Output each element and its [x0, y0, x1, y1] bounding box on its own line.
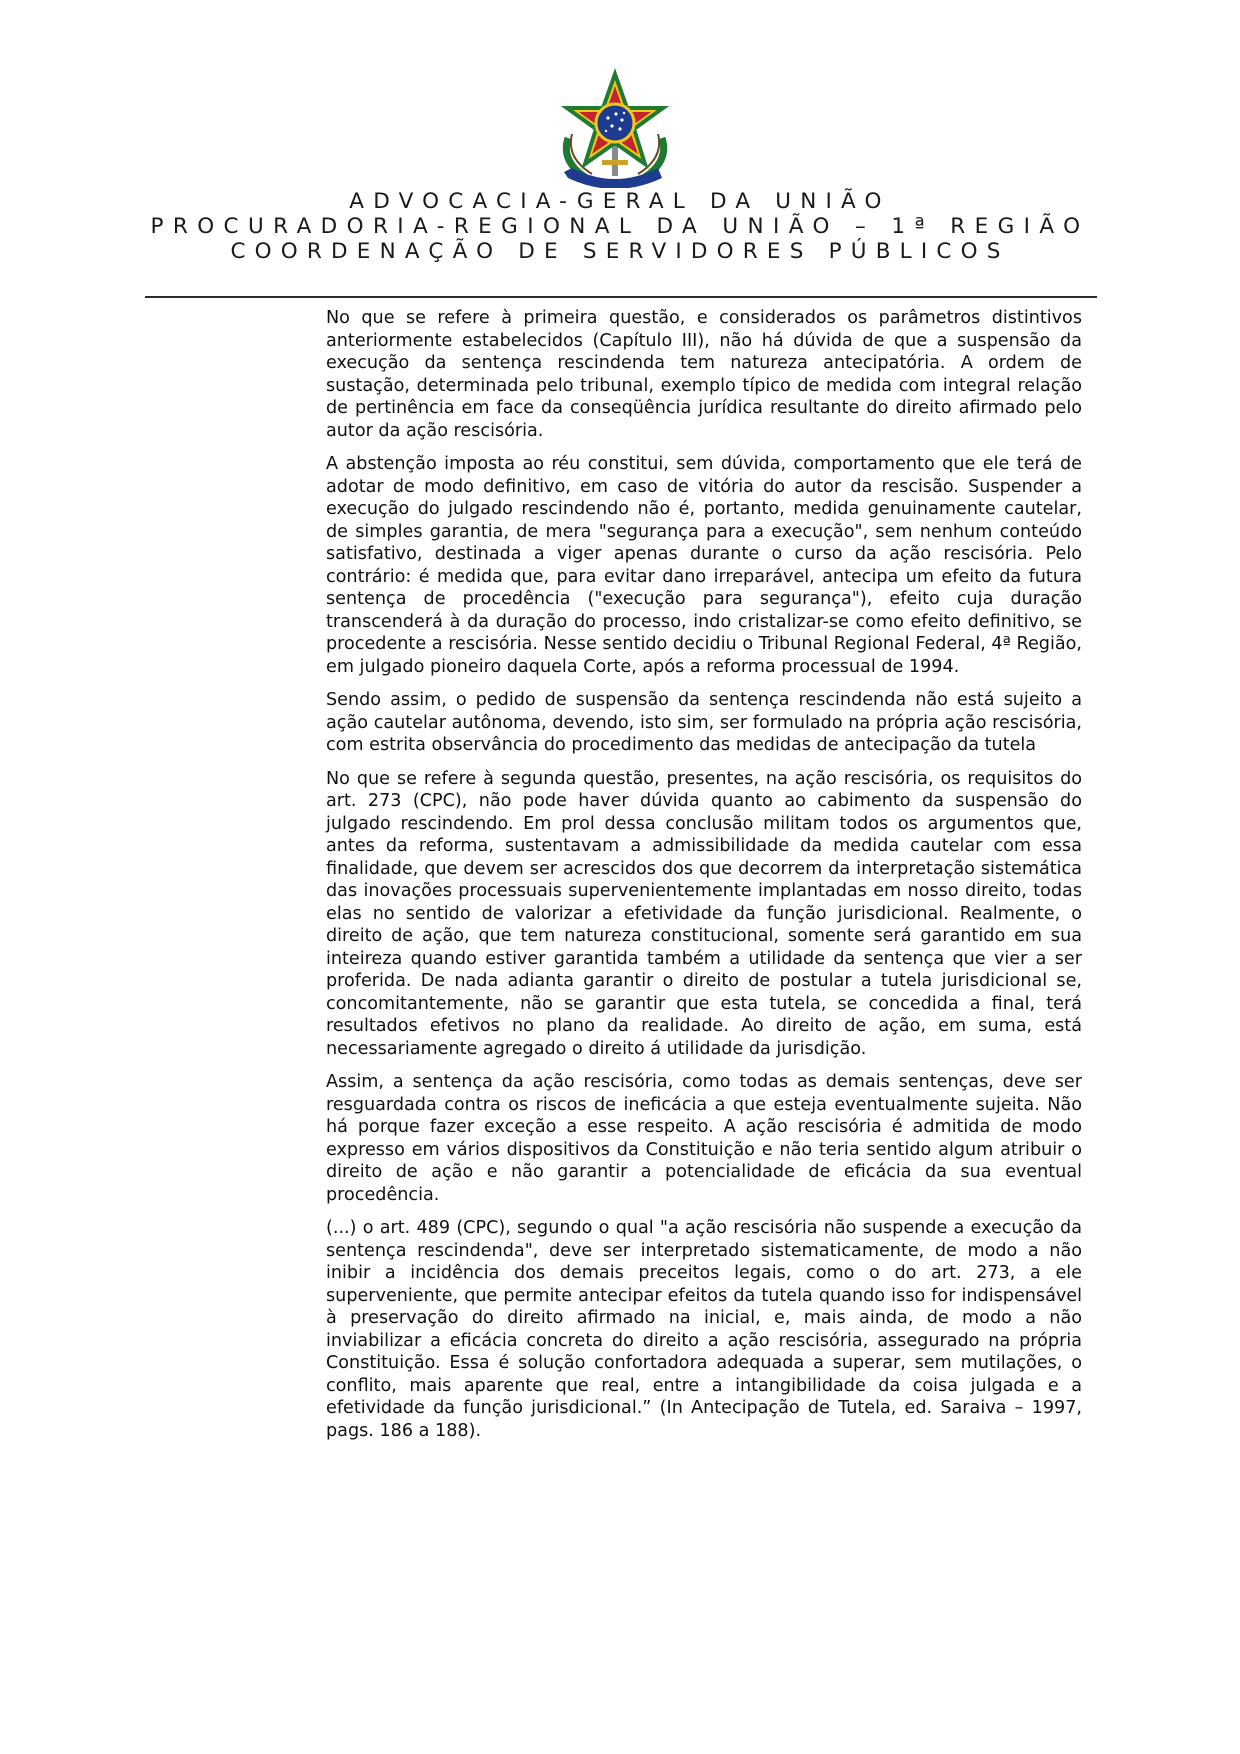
- header-line-coordenacao: COORDENAÇÃO DE SERVIDORES PÚBLICOS: [230, 239, 1010, 264]
- letterhead: [0, 189, 1240, 264]
- header-line-agency: ADVOCACIA-GERAL DA UNIÃO: [349, 189, 891, 214]
- document-body: [326, 307, 1082, 1453]
- header-divider: [145, 296, 1097, 298]
- paragraph: A abstenção imposta ao réu constitui, sem dúvida, comportamento que ele terá de adotar de modo definitivo, em caso de vitória do autor da rescisão. Suspender a execução do julgado rescindendo não é, portanto, medida genuinamente cautelar, de simples garantia, de mera "segurança para a execução", sem nenhum conteúdo satisfativo, destinada a viger apenas durante o curso da ação rescisória. Pelo contrário: é medida que, para evitar dano irreparável, antecipa um efeito da futura sentença de procedência ("execução para segurança"), efeito cuja duração transcenderá à da duração do processo, indo cristalizar-se como efeito definitivo, se procedente a rescisória. Nesse sentido decidiu o Tribunal Regional Federal, 4ª Região, em julgado pioneiro daquela Corte, após a reforma processual de 1994.: [326, 454, 1082, 677]
- coat-of-arms-icon: [550, 68, 680, 188]
- header-line-procuradoria: PROCURADORIA-REGIONAL DA UNIÃO – 1ª REGIÃO: [150, 214, 1090, 239]
- paragraph: No que se refere à primeira questão, e considerados os parâmetros distintivos anteriormente estabelecidos (Capítulo III), não há dúvida de que a suspensão da execução da sentença rescindenda tem natureza antecipatória. A ordem de sustação, determinada pelo tribunal, exemplo típico de medida com integral relação de pertinência em face da conseqüência jurídica resultante do direito afirmado pelo autor da ação rescisória.: [326, 308, 1082, 441]
- paragraph: Sendo assim, o pedido de suspensão da sentença rescindenda não está sujeito a ação cautelar autônoma, devendo, isto sim, ser formulado na própria ação rescisória, com estrita observância do procedimento das medidas de antecipação da tutela: [326, 690, 1082, 755]
- paragraph: (...) o art. 489 (CPC), segundo o qual "a ação rescisória não suspende a execução da sentença rescindenda", deve ser interpretado sistematicamente, de modo a não inibir a incidência dos demais preceitos legais, como o do art. 273, a ele superveniente, que permite antecipar efeitos da tutela quando isso for indispensável à preservação do direito afirmado na inicial, e, mais ainda, de modo a não inviabilizar a eficácia concreta do direito a ação rescisória, assegurado na própria Constituição. Essa é solução confortadora adequada a superar, sem mutilações, o conflito, mais aparente que real, entre a intangibilidade da coisa julgada e a efetividade da função jurisdicional.” (In Antecipação de Tutela, ed. Saraiva – 1997, pags. 186 a 188).: [326, 1218, 1082, 1441]
- paragraph: No que se refere à segunda questão, presentes, na ação rescisória, os requisitos do art. 273 (CPC), não pode haver dúvida quanto ao cabimento da suspensão do julgado rescindendo. Em prol dessa conclusão militam todos os argumentos que, antes da reforma, sustentavam a admissibilidade da medida cautelar com essa finalidade, que devem ser acrescidos dos que decorrem da interpretação sistemática das inovações processuais supervenientemente implantadas em nosso direito, todas elas no sentido de valorizar a efetividade da função jurisdicional. Realmente, o direito de ação, que tem natureza constitucional, somente será garantido em sua inteireza quando estiver garantida também a utilidade da sentença que vier a ser proferida. De nada adianta garantir o direito de postular a tutela jurisdicional se, concomitantemente, não se garantir que esta tutela, se concedida a final, terá resultados efetivos no plano da realidade. Ao direito de ação, em suma, está necessariamente agregado o direito á utilidade da jurisdição.: [326, 768, 1082, 1059]
- paragraph: Assim, a sentença da ação rescisória, como todas as demais sentenças, deve ser resguardada contra os riscos de ineficácia a que esteja eventualmente sujeita. Não há porque fazer exceção a esse respeito. A ação rescisória é admitida de modo expresso em vários dispositivos da Constituição e não teria sentido algum atribuir o direito de ação e não garantir a potencialidade de eficácia da sua eventual procedência.: [326, 1072, 1082, 1205]
